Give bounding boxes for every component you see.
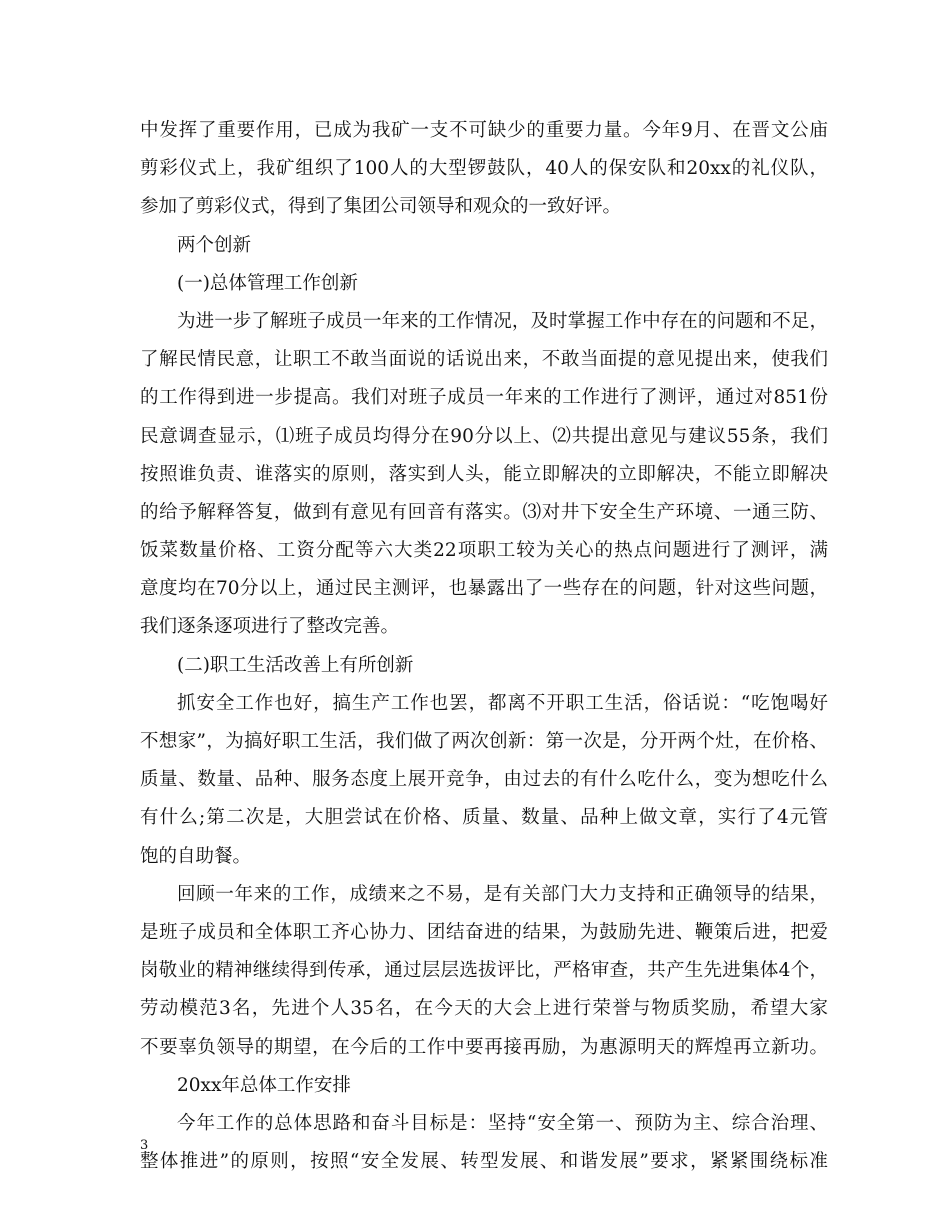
- text-line: (一)总体管理工作创新: [177, 272, 358, 294]
- text-line: 按照谁负责、谁落实的原则，落实到人头，能立即解决的立即解决，不能立即解决: [140, 463, 828, 485]
- text-line: 岗敬业的精神继续得到传承，通过层层选拔评比，严格审查，共产生先进集体4个，: [140, 960, 828, 982]
- text-line: 整体推进”的原则，按照“安全发展、转型发展、和谐发展”要求，紧紧围绕标准: [140, 1151, 828, 1173]
- text-line: 中发挥了重要作用，已成为我矿一支不可缺少的重要力量。今年9月、在晋文公庙: [140, 120, 828, 141]
- text-line: 饭菜数量价格、工资分配等六大类22项职工较为关心的热点问题进行了测评，满: [140, 540, 828, 562]
- text-line: 是班子成员和全体职工齐心协力、团结奋进的结果，为鼓励先进、鞭策后进，把爱: [140, 921, 828, 943]
- text-line: 质量、数量、品种、服务态度上展开竞争，由过去的有什么吃什么，变为想吃什么: [140, 769, 828, 791]
- text-line: 今年工作的总体思路和奋斗目标是：坚持“安全第一、预防为主、综合治理、: [177, 1112, 828, 1134]
- text-line: 民意调查显示，⑴班子成员均得分在90分以上、⑵共提出意见与建议55条，我们: [140, 425, 828, 447]
- text-line: 的工作得到进一步提高。我们对班子成员一年来的工作进行了测评，通过对851份: [140, 387, 828, 409]
- text-line: 不要辜负领导的期望，在今后的工作中要再接再励，为惠源明天的辉煌再立新功。: [140, 1036, 828, 1058]
- page-number: 3: [140, 1138, 149, 1153]
- text-line: (二)职工生活改善上有所创新: [177, 654, 414, 676]
- text-line: 劳动模范3名，先进个人35名，在今天的大会上进行荣誉与物质奖励，希望大家: [140, 998, 828, 1020]
- text-line: 20xx年总体工作安排: [177, 1074, 351, 1096]
- text-line: 意度均在70分以上，通过民主测评，也暴露出了一些存在的问题，针对这些问题，: [140, 578, 828, 600]
- text-line: 两个创新: [177, 234, 252, 256]
- text-line: 饱的自助餐。: [140, 845, 252, 867]
- text-line: 抓安全工作也好，搞生产工作也罢，都离不开职工生活，俗话说：“吃饱喝好: [177, 692, 828, 714]
- document-body: [140, 112, 828, 1181]
- text-line: 我们逐条逐项进行了整改完善。: [140, 616, 400, 638]
- text-line: 为进一步了解班子成员一年来的工作情况，及时掌握工作中存在的问题和不足，: [177, 310, 828, 332]
- text-line: 回顾一年来的工作，成绩来之不易，是有关部门大力支持和正确领导的结果，: [177, 883, 828, 905]
- text-line: 不想家”，为搞好职工生活，我们做了两次创新：第一次是，分开两个灶，在价格、: [140, 731, 828, 752]
- text-line: 参加了剪彩仪式，得到了集团公司领导和观众的一致好评。: [140, 196, 622, 218]
- text-line: 了解民情民意，让职工不敢当面说的话说出来，不敢当面提的意见提出来，使我们: [140, 349, 828, 371]
- text-line: 剪彩仪式上，我矿组织了100人的大型锣鼓队，40人的保安队和20xx的礼仪队，: [140, 158, 828, 180]
- text-line: 有什么;第二次是，大胆尝试在价格、质量、数量、品种上做文章，实行了4元管: [140, 807, 828, 829]
- text-line: 的给予解释答复，做到有意见有回音有落实。⑶对井下安全生产环境、一通三防、: [140, 501, 828, 523]
